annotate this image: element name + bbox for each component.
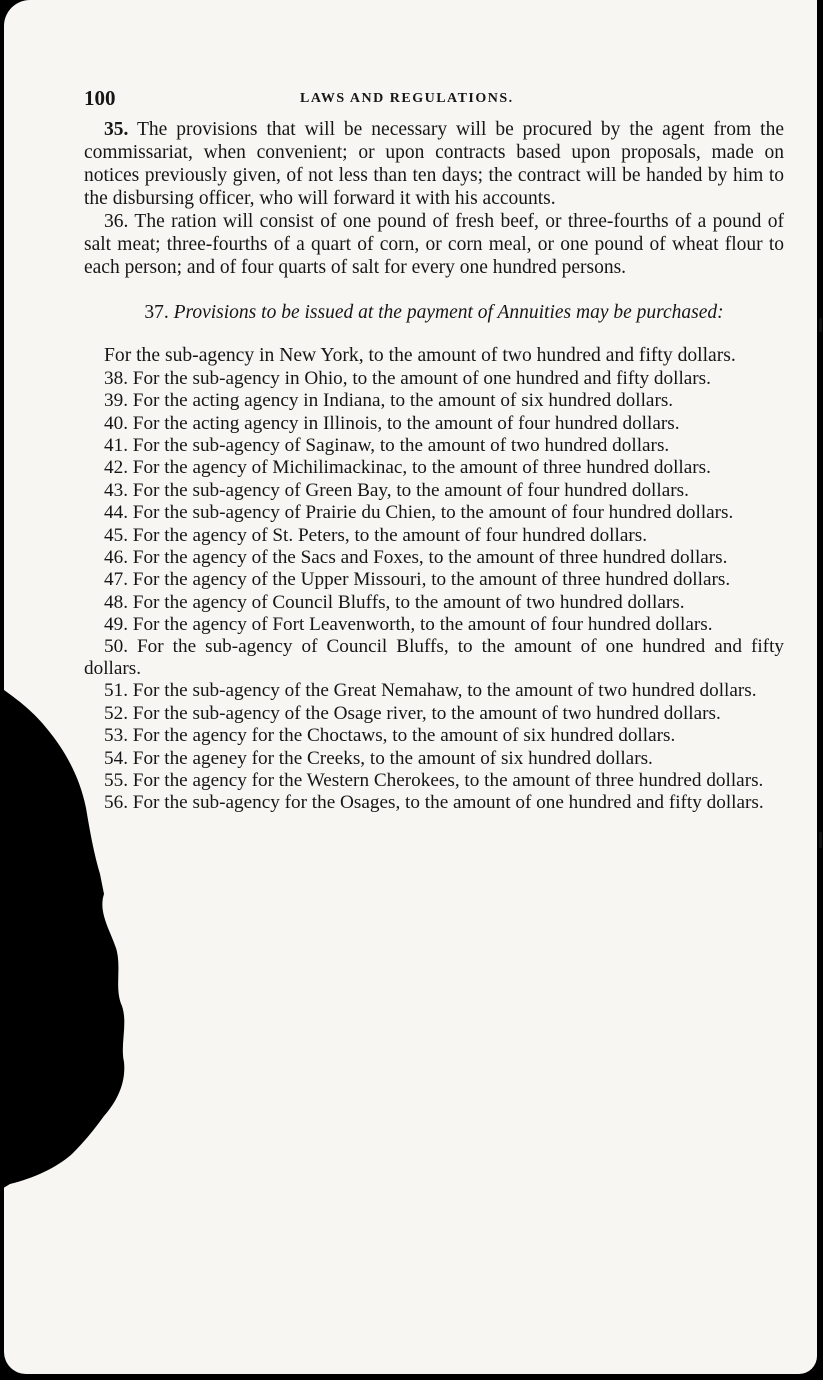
provision-text: For the sub-agency of the Great Nemahaw, to the amount of two hundred dollars.	[132, 680, 757, 702]
provision-text: For the agency for the Western Cherokees, to the amount of three hundred dollars.	[132, 770, 764, 792]
provision-text: For the sub-agency in Ohio, to the amount of one hundred and fifty dollars.	[132, 367, 711, 389]
provision-number: 48.	[104, 591, 128, 613]
paragraph-number: 35.	[104, 119, 129, 140]
provision-number: 38.	[104, 367, 128, 389]
provision-item	[84, 390, 784, 412]
provision-number: 55.	[104, 770, 128, 792]
provision-text: For the agency of St. Peters, to the amount of four hundred dollars.	[132, 524, 648, 546]
provision-item	[84, 547, 784, 569]
provision-text: For the sub-agency of Saginaw, to the amount of two hundred dollars.	[132, 434, 670, 456]
provision-item	[84, 636, 784, 679]
provision-item	[84, 680, 784, 702]
provision-number: 50.	[104, 636, 128, 658]
provision-item	[84, 569, 784, 591]
provision-item	[84, 344, 784, 367]
paragraph-text: The ration will consist of one pound of fresh beef, or three-fourths of a pound of salt meat; three-fourths of a quart of corn, or corn meal, or one pound of wheat flour to each person; and of four quarts of salt for every one hundred persons.	[84, 211, 784, 278]
provision-number: 39.	[104, 390, 128, 412]
edge-mark	[819, 832, 822, 848]
provision-text: For the agency of Michilimackinac, to the amount of three hundred dollars.	[132, 457, 711, 479]
provision-number: 44.	[104, 502, 128, 524]
provision-item	[84, 435, 784, 457]
provision-number: 46.	[104, 546, 128, 568]
provision-text: For the sub-agency in New York, to the amount of two hundred and fifty dollars.	[104, 345, 736, 366]
provision-text: For the agency of Fort Leavenworth, to the amount of four hundred dollars.	[132, 614, 713, 636]
page-number: 100	[84, 86, 116, 110]
paragraph-36	[84, 210, 784, 279]
section-heading-text: Provisions to be issued at the payment of Annuities may be purchased:	[173, 302, 724, 323]
provision-number: 43.	[104, 479, 128, 501]
provision-text: For the agency of the Sacs and Foxes, to the amount of three hundred dollars.	[132, 546, 728, 568]
provision-text: For the sub-agency of the Osage river, to the amount of two hundred dollars.	[132, 702, 721, 724]
provision-text: For the sub-agency for the Osages, to the amount of one hundred and fifty dollars.	[132, 792, 764, 814]
provision-item	[84, 480, 784, 502]
provision-number: 51.	[104, 680, 128, 702]
provision-number: 45.	[104, 524, 128, 546]
provision-text: For the sub-agency of Prairie du Chien, to the amount of four hundred dollars.	[132, 502, 734, 524]
provision-item	[84, 614, 784, 636]
provision-text: For the ageney for the Creeks, to the amount of six hundred dollars.	[132, 747, 653, 769]
provision-item	[84, 368, 784, 390]
paragraph-text: The provisions that will be necessary will be procured by the agent from the commissariat, when convenient; or upon contracts based upon proposals, made on notices previously given, of not less than ten days; the contract will be handed by him to the disbursing officer, who will forward it with his accounts.	[84, 119, 784, 209]
provision-text: For the agency for the Choctaws, to the amount of six hundred dollars.	[132, 725, 676, 747]
running-head	[84, 86, 784, 116]
provision-item	[84, 592, 784, 614]
section-heading	[84, 301, 784, 324]
edge-mark	[819, 318, 822, 332]
provision-item	[84, 457, 784, 479]
provision-text: For the sub-agency of Council Bluffs, to the amount of one hundred and fifty dollars.	[84, 636, 784, 680]
page-text	[84, 86, 784, 815]
provision-number: 42.	[104, 457, 128, 479]
provision-text: For the acting agency in Illinois, to the amount of four hundred dollars.	[132, 412, 680, 434]
provision-item	[84, 703, 784, 725]
provision-item	[84, 748, 784, 770]
paragraph-35	[84, 118, 784, 210]
provision-number: 41.	[104, 434, 128, 456]
provision-item	[84, 525, 784, 547]
section-heading-number: 37.	[144, 302, 169, 323]
provision-item	[84, 770, 784, 792]
provision-text: For the agency of Council Bluffs, to the amount of two hundred dollars.	[132, 591, 685, 613]
provision-number: 40.	[104, 412, 128, 434]
provision-item	[84, 725, 784, 747]
provision-text: For the agency of the Upper Missouri, to the amount of three hundred dollars.	[132, 569, 731, 591]
provision-list	[84, 344, 784, 814]
provision-number: 52.	[104, 702, 128, 724]
torn-corner	[0, 690, 150, 1190]
provision-item	[84, 502, 784, 524]
provision-text: For the sub-agency of Green Bay, to the amount of four hundred dollars.	[132, 479, 689, 501]
provision-number: 49.	[104, 614, 128, 636]
provision-text: For the acting agency in Indiana, to the amount of six hundred dollars.	[132, 390, 674, 412]
provision-item	[84, 413, 784, 435]
provision-number: 56.	[104, 792, 128, 814]
provision-item	[84, 792, 784, 814]
provision-number: 53.	[104, 725, 128, 747]
paragraph-number: 36.	[104, 211, 129, 232]
provision-number: 47.	[104, 569, 128, 591]
provision-number: 54.	[104, 747, 128, 769]
running-title: LAWS AND REGULATIONS.	[300, 91, 514, 106]
